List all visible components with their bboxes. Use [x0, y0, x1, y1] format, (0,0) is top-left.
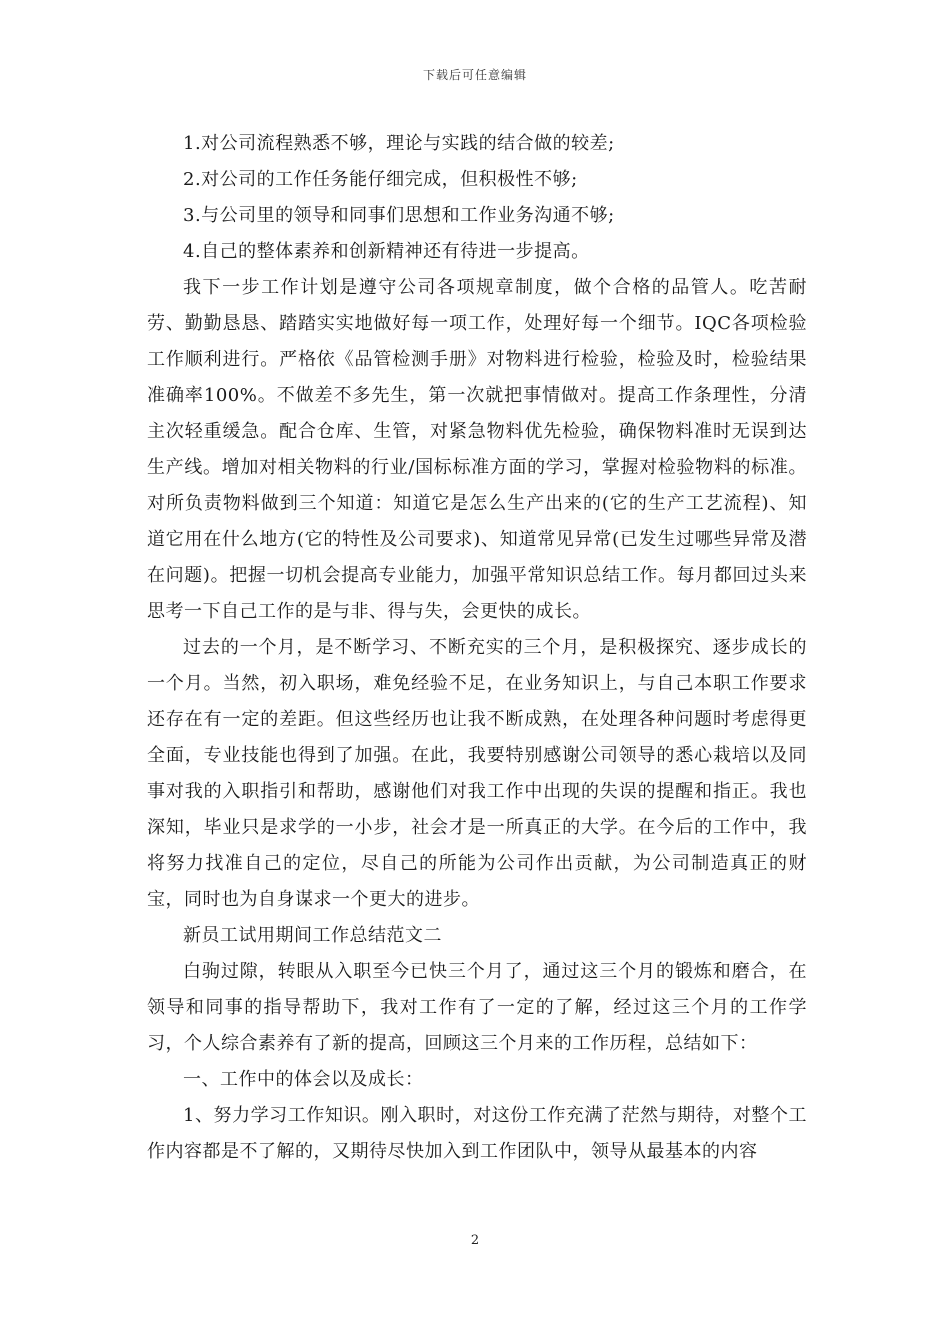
paragraph-learning: 1、努力学习工作知识。刚入职时，对这份工作充满了茫然与期待，对整个工作内容都是不了解的，又期待尽快加入到工作团队中，领导从最基本的内容	[147, 1105, 807, 1162]
page-number: 2	[470, 1233, 480, 1248]
list-item-4: 4.自己的整体素养和创新精神还有待进一步提高。	[183, 241, 590, 262]
paragraph-reflection: 过去的一个月，是不断学习、不断充实的三个月，是积极探究、逐步成长的一个月。当然，初入职场，难免经验不足，在业务知识上，与自己本职工作要求还存在有一定的差距。但这些经历也让我不断成熟，在处理各种问题时考虑得更全面，专业技能也得到了加强。在此，我要特别感谢公司领导的悉心栽培以及同事对我的入职指引和帮助，感谢他们对我工作中出现的失误的提醒和指正。我也深知，毕业只是求学的一小步，社会才是一所真正的大学。在今后的工作中，我将努力找准自己的定位，尽自己的所能为公司作出贡献，为公司制造真正的财宝，同时也为自身谋求一个更大的进步。	[147, 637, 807, 910]
list-item-3: 3.与公司里的领导和同事们思想和工作业务沟通不够;	[183, 205, 615, 226]
section-title: 新员工试用期间工作总结范文二	[183, 925, 442, 946]
subsection-heading: 一、工作中的体会以及成长：	[183, 1069, 424, 1090]
document-body	[147, 126, 807, 1170]
list-item-2: 2.对公司的工作任务能仔细完成，但积极性不够;	[183, 169, 578, 190]
paragraph-work-plan: 我下一步工作计划是遵守公司各项规章制度，做个合格的品管人。吃苦耐劳、勤勤恳恳、踏踏实实地做好每一项工作，处理好每一个细节。IQC各项检验工作顺利进行。严格依《品管检测手册》对物料进行检验，检验及时，检验结果准确率100%。不做差不多先生，第一次就把事情做对。提高工作条理性，分清主次轻重缓急。配合仓库、生管，对紧急物料优先检验，确保物料准时无误到达生产线。增加对相关物料的行业/国标标准方面的学习，掌握对检验物料的标准。对所负责物料做到三个知道：知道它是怎么生产出来的(它的生产工艺流程)、知道它用在什么地方(它的特性及公司要求)、知道常见异常(已发生过哪些异常及潜在问题)。把握一切机会提高专业能力，加强平常知识总结工作。每月都回过头来思考一下自己工作的是与非、得与失，会更快的成长。	[147, 277, 807, 622]
list-item-1: 1.对公司流程熟悉不够，理论与实践的结合做的较差;	[183, 133, 615, 154]
page-header: 下载后可任意编辑	[422, 68, 527, 82]
paragraph-intro: 白驹过隙，转眼从入职至今已快三个月了，通过这三个月的锻炼和磨合，在领导和同事的指导帮助下，我对工作有了一定的了解，经过这三个月的工作学习，个人综合素养有了新的提高，回顾这三个月来的工作历程，总结如下：	[147, 961, 807, 1054]
